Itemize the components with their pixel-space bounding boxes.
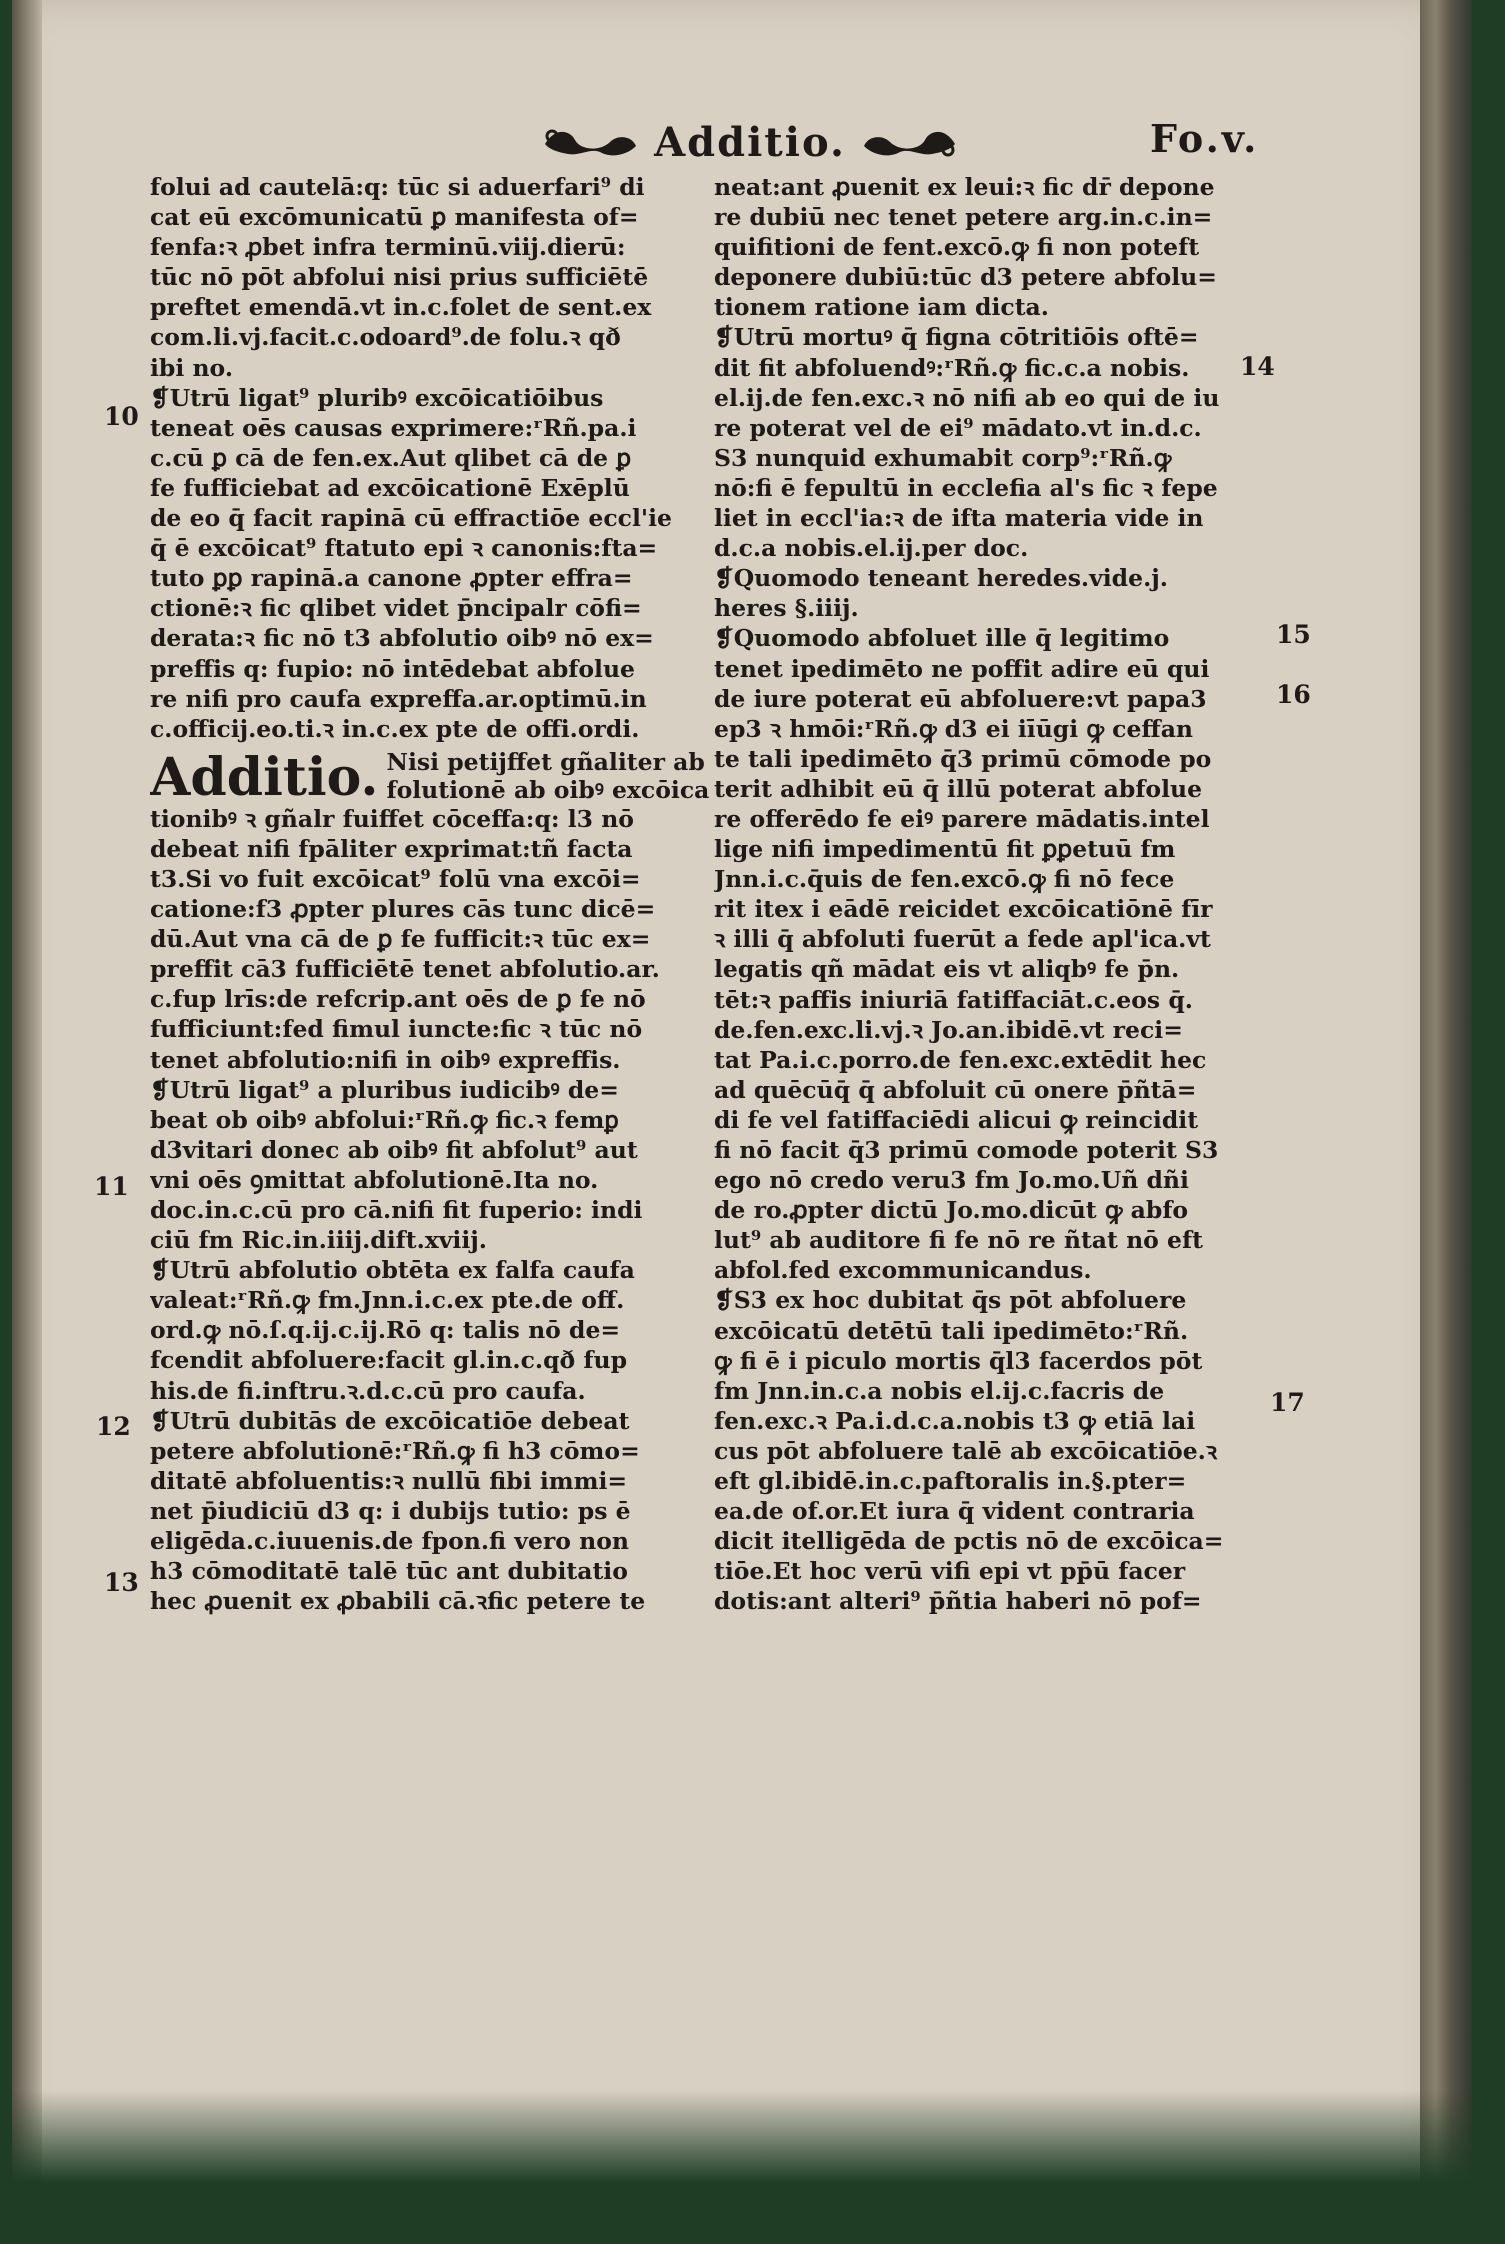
text-line: fe fufficiebat ad excōicationē Exēplū [150, 473, 630, 502]
text-line: his.de fi.inftru.ꝛ.d.c.cū pro caufa. [150, 1376, 586, 1405]
text-line: dicit itelligēda de pctis nō de excōica= [714, 1527, 1224, 1556]
folio-number: Fo.v. [1150, 116, 1260, 161]
additio-heading-text [386, 748, 709, 804]
text-line: lut⁹ ab auditore fi fe nō re ñtat nō eft [714, 1226, 1203, 1255]
text-line: de iure poterat eū abfoluere:vt papa3 [714, 684, 1207, 713]
text-line: ❡Utrū abfolutio obtēta ex falfa caufa [150, 1256, 635, 1285]
text-line: ibi no. [150, 353, 233, 382]
text-line: di fe vel fatiffaciēdi alicui ꝙ reincidit [714, 1105, 1199, 1134]
text-line: ctionē:ꝛ fic qlibet videt p̄ncipalr cōfi= [150, 594, 642, 623]
text-line: fenfa:ꝛ ꝓbet infra terminū.viij.dierū: [150, 233, 626, 262]
text-line: neat:ant ꝓuenit ex leui:ꝛ fic dr̄ depone [714, 173, 1215, 201]
text-line: dū.Aut vna cā de ꝑ fe fufficit:ꝛ tūc ex= [150, 925, 651, 954]
text-line: ❡S3 ex hoc dubitat q̄s pōt abfoluere [714, 1286, 1187, 1315]
text-line: fufficiunt:fed fimul iuncte:fic ꝛ tūc nō [150, 1015, 643, 1044]
text-line: tat Pa.i.c.porro.de fen.exc.extēdit hec [714, 1045, 1207, 1074]
text-line: folui ad cautelā:q: tūc si aduerfari⁹ di [150, 173, 645, 201]
margin-number-12: 12 [96, 1412, 131, 1441]
text-line: c.fup lrīs:de refcrip.ant oēs de ꝑ fe nō [150, 985, 646, 1014]
text-line: fm Jnn.in.c.a nobis el.ij.c.facris de [714, 1376, 1165, 1405]
text-line: ditatē abfoluentis:ꝛ nullū fibi immi= [150, 1466, 628, 1495]
text-line: preftet emendā.vt in.c.folet de sent.ex [150, 293, 652, 322]
text-line: tionem ratione iam dicta. [714, 293, 1049, 322]
text-line: re poterat vel de ei⁹ mādato.vt in.d.c. [714, 413, 1202, 442]
text-line: ❡Quomodo abfoluet ille q̄ legitimo [714, 624, 1170, 653]
margin-number-11: 11 [94, 1172, 129, 1201]
text-line: re nifi pro caufa expreffa.ar.optimū.in [150, 684, 647, 713]
text-line: re offerēdo fe eiꝰ parere mādatis.intel [714, 804, 1210, 833]
text-line: eligēda.c.iuuenis.de fpon.fi vero non [150, 1527, 629, 1556]
text-line: fen.exc.ꝛ Pa.i.d.c.a.nobis t3 ꝙ etiā lai [714, 1406, 1196, 1435]
text-line: ❡Utrū ligat⁹ a pluribus iudicibꝰ de= [150, 1075, 619, 1104]
text-line: ad quēcūq̄ q̄ abfoluit cū onere p̄ñtā= [714, 1075, 1197, 1104]
right-column [714, 172, 1314, 1617]
text-line: beat ob oibꝰ abfolui:ʳRñ.ꝙ fic.ꝛ femꝑ [150, 1105, 619, 1134]
text-line: ord.ꝙ nō.ſ.q.ij.c.ij.Rō q: talis nō de= [150, 1316, 621, 1345]
margin-number-16: 16 [1276, 680, 1311, 709]
margin-number-14: 14 [1240, 352, 1275, 381]
text-line: fcendit abfoluere:facit gl.in.c.qð fup [150, 1346, 628, 1375]
text-line: tionibꝰ ꝛ gñalr fuiffet cōceffa:q: l3 nō [150, 804, 634, 833]
text-line: legatis qñ mādat eis vt aliqbꝰ fe p̄n. [714, 955, 1180, 984]
text-line: preffit cā3 fufficiētē tenet abfolutio.ar. [150, 955, 660, 984]
text-line: quifitioni de fent.excō.ꝙ fi non poteft [714, 233, 1200, 262]
text-line: derata:ꝛ fic nō t3 abfolutio oibꝰ nō ex= [150, 624, 654, 653]
text-line: de eo q̄ facit rapinā cū effractiōe eccl'ie [150, 504, 672, 533]
text-line: debeat nifi fpāliter exprimat:tñ facta [150, 834, 633, 863]
text-line: q̄ ē excōicat⁹ ftatuto epi ꝛ canonis:fta= [150, 534, 658, 563]
gutter-shadow [12, 0, 42, 2244]
text-line: ꝙ fi ē i piculo mortis q̄l3 facerdos pōt [714, 1346, 1203, 1375]
text-line: d3vitari donec ab oibꝰ fit abfolut⁹ aut [150, 1135, 638, 1164]
margin-number-17: 17 [1270, 1388, 1305, 1417]
right-fleuron-icon [860, 122, 960, 162]
text-line: dotis:ant alteri⁹ p̄ñtia haberi nō pof= [714, 1587, 1202, 1616]
text-line: abfol.fed excommunicandus. [714, 1256, 1092, 1285]
text-line: eft gl.ibidē.in.c.paftoralis in.§.pter= [714, 1467, 1187, 1496]
text-line: folutionē ab oibꝰ excōica [386, 775, 710, 804]
text-line: liet in eccl'ia:ꝛ de ifta materia vide in [714, 504, 1204, 533]
text-line: h3 cōmoditatē talē tūc ant dubitatio [150, 1557, 628, 1586]
text-line: cus pōt abfoluere talē ab excōicatiōe.ꝛ [714, 1436, 1217, 1465]
text-line: te tali ipedimēto q̄3 primū cōmode po [714, 744, 1212, 773]
left-column [150, 172, 710, 1616]
text-line: tenet abfolutio:nifi in oibꝰ expreffis. [150, 1045, 621, 1074]
text-line: ❡Utrū dubitās de excōicatiōe debeat [150, 1406, 630, 1435]
text-line: tenet ipedimēto ne poffit adire eū qui [714, 654, 1210, 683]
text-line: t3.Si vo fuit excōicat⁹ folū vna excōi= [150, 864, 641, 893]
text-line: fi nō facit q̄3 primū comode poterit S3 [714, 1136, 1219, 1164]
text-line: de ro.ꝓpter dictū Jo.mo.dicūt ꝙ abfo [714, 1196, 1189, 1225]
text-line: ciū fm Ric.in.iiij.dift.xviij. [150, 1226, 487, 1255]
additio-heading [150, 744, 710, 808]
text-line: c.officij.eo.ti.ꝛ in.c.ex pte de offi.ordi. [150, 714, 640, 743]
text-line: petere abfolutionē:ʳRñ.ꝙ fi h3 cōmo= [150, 1436, 640, 1465]
text-line: rit itex i eādē reicidet excōicatiōnē fīr [714, 895, 1213, 924]
page-edge [1420, 0, 1472, 2244]
text-line: dit fit abfoluendꝰ:ʳRñ.ꝙ fic.c.a nobis. [714, 353, 1190, 382]
text-line: com.li.vj.facit.c.odoard⁹.de folu.ꝛ qð [150, 323, 621, 352]
text-line: deponere dubiū:tūc d3 petere abfolu= [714, 263, 1217, 292]
text-line: lige nifi impedimentū fit ꝑꝑetuū fm [714, 835, 1176, 864]
text-line: heres §.iiij. [714, 594, 859, 623]
text-line: teneat oēs causas exprimere:ʳRñ.pa.i [150, 413, 637, 442]
text-line: S3 nunquid exhumabit corp⁹:ʳRñ.ꝙ [714, 443, 1172, 472]
text-line: Nisi petijffet gñaliter ab [386, 747, 705, 776]
text-line: ❡Utrū mortuꝰ q̄ figna cōtritiōis oftē= [714, 323, 1199, 352]
text-line: tūc nō pōt abfolui nisi prius sufficiētē [150, 263, 649, 292]
text-line: ❡Utrū ligat⁹ pluribꝰ excōicatiōibus [150, 383, 604, 412]
text-line: nō:fi ē fepultū in ecclefia al's fic ꝛ fepe [714, 473, 1218, 502]
text-line: ep3 ꝛ hmōi:ʳRñ.ꝙ d3 ei iīūgi ꝙ ceffan [714, 714, 1194, 743]
text-line: net p̄iudiciū d3 q: i dubijs tutio: ps ē [150, 1496, 631, 1525]
text-line: ❡Quomodo teneant heredes.vide.j. [714, 564, 1168, 593]
running-head [490, 112, 1010, 172]
margin-number-10: 10 [104, 402, 139, 431]
text-line: doc.in.c.cū pro cā.nifi fit fuperio: indi [150, 1196, 643, 1224]
text-line: ego nō credo veru3 fm Jo.mo.Uñ dñi [714, 1166, 1189, 1195]
text-line: cat eū excōmunicatū ꝑ manifesta of= [150, 203, 639, 232]
text-line: valeat:ʳRñ.ꝙ fm.Jnn.i.c.ex pte.de off. [150, 1286, 625, 1315]
text-line: el.ij.de fen.exc.ꝛ nō nifi ab eo qui de iu [714, 383, 1220, 412]
running-title: Additio. [654, 118, 846, 166]
text-line: de.fen.exc.li.vj.ꝛ Jo.an.ibidē.vt reci= [714, 1015, 1183, 1044]
margin-number-15: 15 [1276, 620, 1311, 649]
text-line: excōicatū detētū tali ipedimēto:ʳRñ. [714, 1316, 1189, 1345]
text-line: catione:f3 ꝓpter plures cās tunc dicē= [150, 895, 656, 924]
margin-number-13: 13 [104, 1568, 139, 1597]
text-line: c.cū ꝑ cā de fen.ex.Aut qlibet cā de ꝑ [150, 443, 632, 472]
left-fleuron-icon [540, 122, 640, 162]
text-line: hec ꝓuenit ex ꝓbabili cā.ꝛfic petere te [150, 1587, 646, 1616]
text-line: vni oēs ꝯmittat abfolutionē.Ita no. [150, 1165, 599, 1194]
text-line: tuto ꝑꝑ rapinā.a canone ꝓpter effra= [150, 564, 633, 593]
text-line: tēt:ꝛ paffis iniuriā fatiffaciāt.c.eos q̄. [714, 985, 1193, 1014]
additio-large-word: Additio. [150, 746, 379, 808]
text-line: ea.de of.or.Et iura q̄ vident contraria [714, 1497, 1195, 1526]
text-line: d.c.a nobis.el.ij.per doc. [714, 534, 1029, 563]
text-line: re dubiū nec tenet petere arg.in.c.in= [714, 203, 1213, 232]
text-line: tiōe.Et hoc verū vifi epi vt pp̄ū facer [714, 1557, 1186, 1586]
text-line: Jnn.i.c.q̄uis de fen.excō.ꝙ fi nō fece [714, 865, 1175, 894]
text-line: terit adhibit eū q̄ illū poterat abfolue [714, 774, 1203, 803]
scan-background [0, 2090, 1505, 2244]
text-line: preffis q: fupio: nō intēdebat abfolue [150, 654, 636, 683]
text-line: ꝛ illi q̄ abfoluti fuerūt a fede apl'ica.vt [714, 925, 1211, 954]
